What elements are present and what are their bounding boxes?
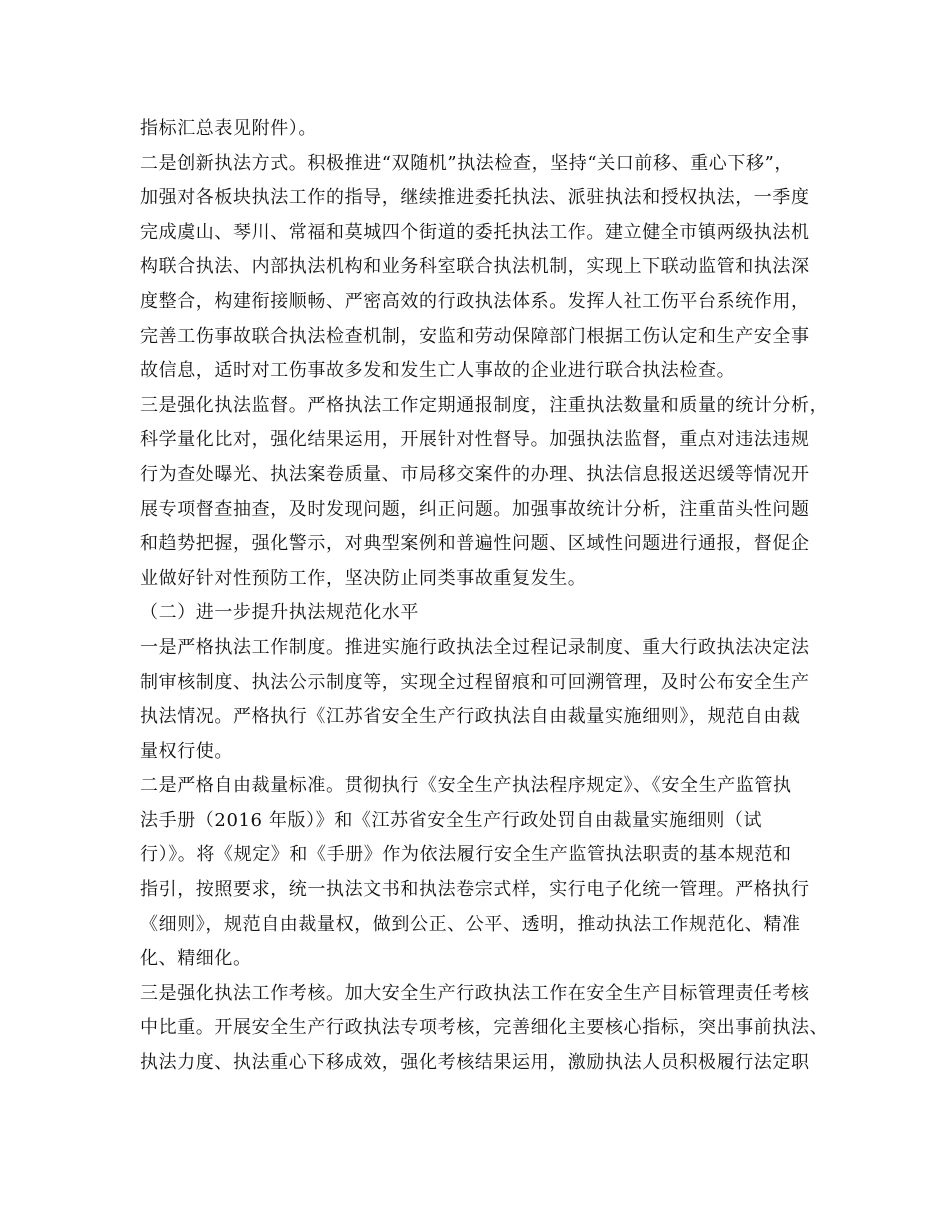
text-line: 制审核制度、执法公示制度等，实现全过程留痕和可回溯管理，及时公布安全生产: [140, 671, 810, 693]
text-line: 和趋势把握，强化警示，对典型案例和普遍性问题、区域性问题进行通报，督促企: [140, 533, 810, 555]
text-line: 二是严格自由裁量标准。贯彻执行《安全生产执法程序规定》、《安全生产监管执: [140, 775, 792, 797]
text-line: 构联合执法、内部执法机构和业务科室联合执法机制，实现上下联动监管和执法深: [140, 256, 810, 278]
text-line: 执法情况。严格执行《江苏省安全生产行政执法自由裁量实施细则》，规范自由裁: [140, 706, 801, 728]
text-line: 科学量化比对，强化结果运用，开展针对性督导。加强执法监督，重点对违法违规: [140, 429, 810, 451]
text-line: 度整合，构建衔接顺畅、严密高效的行政执法体系。发挥人社工伤平台系统作用，: [140, 290, 810, 312]
text-line: 展专项督查抽查，及时发现问题，纠正问题。加强事故统计分析，注重苗头性问题: [140, 498, 810, 520]
text-line: 行为查处曝光、执法案卷质量、市局移交案件的办理、执法信息报送迟缓等情况开: [140, 463, 810, 485]
text-line: 行）》。将《规定》和《手册》作为依法履行安全生产监管执法职责的基本规范和: [140, 844, 792, 866]
text-line: 三是强化执法监督。严格执法工作定期通报制度，注重执法数量和质量的统计分析，: [140, 394, 829, 416]
text-line: 法手册（2016 年版）》和《江苏省安全生产行政处罚自由裁量实施细则（试: [140, 809, 763, 831]
text-line: 中比重。开展安全生产行政执法专项考核，完善细化主要核心指标，突出事前执法、: [140, 1017, 829, 1039]
text-line: 化、精细化。: [140, 948, 252, 970]
text-line: 完善工伤事故联合执法检查机制，安监和劳动保障部门根据工伤认定和生产安全事: [140, 325, 810, 347]
text-line: 故信息，适时对工伤事故多发和发生亡人事故的企业进行联合执法检查。: [140, 360, 736, 382]
text-line: 一是严格执法工作制度。推进实施行政执法全过程记录制度、重大行政执法决定法: [140, 636, 810, 658]
text-line: 《细则》，规范自由裁量权，做到公正、公平、透明，推动执法工作规范化、精准: [140, 913, 801, 935]
text-line: 量权行使。: [140, 740, 233, 762]
text-line: 三是强化执法工作考核。加大安全生产行政执法工作在安全生产目标管理责任考核: [140, 982, 810, 1004]
text-line: 加强对各板块执法工作的指导，继续推进委托执法、派驻执法和授权执法，一季度: [140, 187, 810, 209]
document-page: [140, 112, 830, 1081]
text-line: 二是创新执法方式。积极推进“双随机”执法检查，坚持“关口前移、重心下移”，: [140, 152, 794, 174]
text-line: 完成虞山、琴川、常福和莫城四个街道的委托执法工作。建立健全市镇两级执法机: [140, 221, 810, 243]
text-line: 业做好针对性预防工作，坚决防止同类事故重复发生。: [140, 567, 587, 589]
text-line: 指标汇总表见附件）。: [140, 118, 317, 139]
text-line: 执法力度、执法重心下移成效，强化考核结果运用，激励执法人员积极履行法定职: [140, 1052, 810, 1074]
section-heading: （二）进一步提升执法规范化水平: [140, 602, 419, 624]
text-line: 指引，按照要求，统一执法文书和执法卷宗式样，实行电子化统一管理。严格执行: [140, 879, 810, 901]
